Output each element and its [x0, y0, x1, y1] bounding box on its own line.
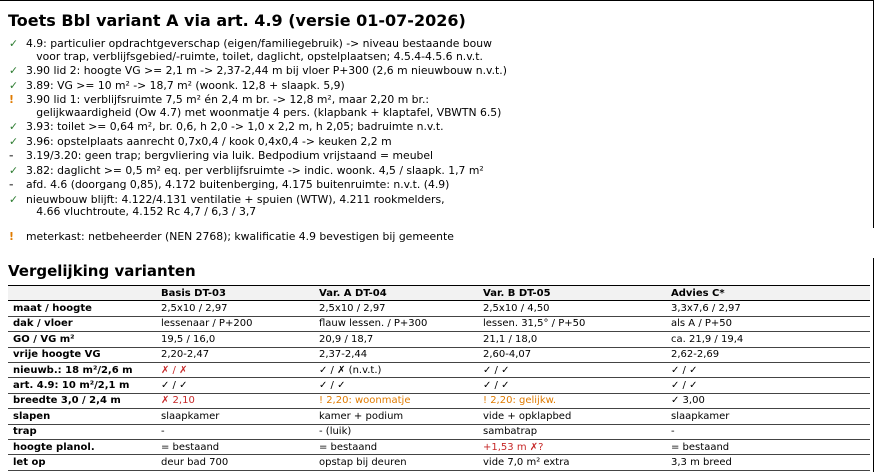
header-cell-advies: Advies C* — [666, 286, 870, 301]
header-cell-label — [8, 286, 156, 301]
row-label: maat / hoogte — [8, 301, 156, 316]
table-cell: ✓ / ✓ — [156, 378, 314, 393]
table-cell: deur bad 700 — [156, 455, 314, 470]
check-item-text: 3.89: VG >= 10 m² -> 18,7 m² (woonk. 12,8 + slaapk. 5,9) — [26, 78, 345, 92]
row-label: GO / VG m² — [8, 332, 156, 347]
table-cell: +1,53 m ✗? — [478, 439, 666, 454]
table-cell: = bestaand — [666, 439, 870, 454]
check-icon: ✓ — [9, 134, 19, 148]
check-icon: ✓ — [9, 192, 19, 206]
check-icon: ✓ — [9, 120, 19, 133]
table-row — [8, 378, 870, 393]
check-item — [0, 150, 873, 163]
check-item-text: 3.90 lid 1: verblijfsruimte 7,5 m² én 2,4 m br. -> 12,8 m², maar 2,20 m br.: gelijkwaardigheid (Ow 4.7) met woonmatje 4 pers. (klapbank + klaptafel, VBWTN 6.5) — [26, 93, 502, 119]
row-label: trap — [8, 424, 156, 439]
check-item — [0, 94, 873, 119]
table-cell: ✓ / ✓ — [314, 378, 478, 393]
header-cell-var-a: Var. A DT-04 — [314, 286, 478, 301]
row-label: nieuwb.: 18 m²/2,6 m — [8, 362, 156, 377]
check-item-text: afd. 4.6 (doorgang 0,85), 4.172 buitenberging, 4.175 buitenruimte: n.v.t. (4.9) — [26, 178, 450, 191]
row-label: let op — [8, 455, 156, 470]
table-cell: - (luik) — [314, 424, 478, 439]
table-cell: vide 7,0 m² extra — [478, 455, 666, 470]
table-cell: ✗ / ✗ — [156, 362, 314, 377]
check-item-text: 3.90 lid 2: hoogte VG >= 2,1 m -> 2,37-2,44 m bij vloer P+300 (2,6 m nieuwbouw n.v.t.) — [26, 64, 507, 77]
check-item — [0, 231, 873, 244]
table-cell: 3,3 m breed — [666, 455, 870, 470]
check-item — [0, 121, 873, 134]
table-row — [8, 347, 870, 362]
table-cell: opstap bij deuren — [314, 455, 478, 470]
table-cell: flauw lessen. / P+300 — [314, 316, 478, 331]
table-cell: slaapkamer — [156, 409, 314, 424]
check-item — [0, 136, 873, 149]
row-label: slapen — [8, 409, 156, 424]
table-cell: slaapkamer — [666, 409, 870, 424]
table-row — [8, 301, 870, 316]
table-body — [8, 301, 870, 470]
header-cell-var-b: Var. B DT-05 — [478, 286, 666, 301]
check-title: Toets Bbl variant A via art. 4.9 (versie 01-07-2026) — [8, 11, 466, 30]
table-cell: 2,5x10 / 2,97 — [156, 301, 314, 316]
table-cell: ✓ / ✗ (n.v.t.) — [314, 362, 478, 377]
table-cell: ✓ / ✓ — [666, 362, 870, 377]
check-item — [0, 194, 873, 219]
table-cell: 2,62-2,69 — [666, 347, 870, 362]
comparison-title: Vergelijking varianten — [8, 262, 196, 280]
table-cell: 2,20-2,47 — [156, 347, 314, 362]
table-cell: sambatrap — [478, 424, 666, 439]
check-item-text: 4.9: particulier opdrachtgeverschap (eigen/familiegebruik) -> niveau bestaande bouw voor trap, verblijfsgebied/-ruimte, toilet, daglicht, opstelplaatsen; 4.5.4-4.5.6 n.v.t. — [26, 37, 492, 63]
table-cell: 2,5x10 / 2,97 — [314, 301, 478, 316]
table-cell: 21,1 / 18,0 — [478, 332, 666, 347]
table-cell: - — [666, 424, 870, 439]
table-cell: als A / P+50 — [666, 316, 870, 331]
table-row — [8, 455, 870, 470]
table-cell: ca. 21,9 / 19,4 — [666, 332, 870, 347]
table-cell: ✓ / ✓ — [478, 378, 666, 393]
table-cell: = bestaand — [156, 439, 314, 454]
check-icon: ✓ — [9, 64, 19, 77]
check-item — [0, 80, 873, 93]
check-item — [0, 65, 873, 78]
check-list — [0, 38, 873, 245]
table-cell: ✓ / ✓ — [478, 362, 666, 377]
table-cell: = bestaand — [314, 439, 478, 454]
table-header-row — [8, 286, 870, 301]
table-row — [8, 362, 870, 377]
check-item-text: 3.96: opstelplaats aanrecht 0,7x0,4 / kook 0,4x0,4 -> keuken 2,2 m — [26, 134, 392, 148]
table-cell: lessen. 31,5° / P+50 — [478, 316, 666, 331]
table-row — [8, 409, 870, 424]
table-cell: 2,5x10 / 4,50 — [478, 301, 666, 316]
header-cell-basis: Basis DT-03 — [156, 286, 314, 301]
check-item-text: 3.93: toilet >= 0,64 m², br. 0,6, h 2,0 -> 1,0 x 2,2 m, h 2,05; badruimte n.v.t. — [26, 120, 444, 133]
table-row — [8, 332, 870, 347]
table-row — [8, 316, 870, 331]
check-item-text: 3.82: daglicht >= 0,5 m² eq. per verblijfsruimte -> indic. woonk. 4,5 / slaapk. 1,7 m² — [26, 163, 484, 177]
check-item-text: nieuwbouw blijft: 4.122/4.131 ventilatie + spuien (WTW), 4.211 rookmelders, 4.66 vluchtroute, 4.152 Rc 4,7 / 6,3 / 3,7 — [26, 192, 445, 218]
table-cell: 2,60-4,07 — [478, 347, 666, 362]
comparison-table — [8, 285, 870, 471]
warning-icon: ! — [9, 93, 14, 106]
table-row — [8, 424, 870, 439]
table-cell: ! 2,20: gelijkw. — [478, 393, 666, 408]
row-label: art. 4.9: 10 m²/2,1 m — [8, 378, 156, 393]
check-item — [0, 165, 873, 178]
row-label: vrije hoogte VG — [8, 347, 156, 362]
row-label: dak / vloer — [8, 316, 156, 331]
table-cell: kamer + podium — [314, 409, 478, 424]
check-item — [0, 179, 873, 192]
check-icon: ✓ — [9, 163, 19, 177]
table-cell: lessenaar / P+200 — [156, 316, 314, 331]
table-cell: 19,5 / 16,0 — [156, 332, 314, 347]
row-label: hoogte planol. — [8, 439, 156, 454]
check-item-text: meterkast: netbeheerder (NEN 2768); kwalificatie 4.9 bevestigen bij gemeente — [26, 229, 454, 243]
table-cell: 3,3x7,6 / 2,97 — [666, 301, 870, 316]
check-item — [0, 38, 873, 63]
check-icon: ✓ — [9, 37, 19, 50]
check-item-text: 3.19/3.20: geen trap; bergvliering via luik. Bedpodium vrijstaand = meubel — [26, 149, 434, 162]
table-cell: ✓ / ✓ — [666, 378, 870, 393]
table-cell: 20,9 / 18,7 — [314, 332, 478, 347]
row-label: breedte 3,0 / 2,4 m — [8, 393, 156, 408]
warning-icon: ! — [9, 229, 14, 243]
check-icon: ✓ — [9, 78, 19, 92]
table-cell: vide + opklapbed — [478, 409, 666, 424]
table-cell: ! 2,20: woonmatje — [314, 393, 478, 408]
comparison-panel — [0, 258, 874, 472]
table-cell: 2,37-2,44 — [314, 347, 478, 362]
table-row — [8, 439, 870, 454]
dash-icon: - — [9, 178, 14, 191]
table-cell: ✗ 2,10 — [156, 393, 314, 408]
table-cell: ✓ 3,00 — [666, 393, 870, 408]
table-cell: - — [156, 424, 314, 439]
dash-icon: - — [9, 149, 14, 162]
table-row — [8, 393, 870, 408]
